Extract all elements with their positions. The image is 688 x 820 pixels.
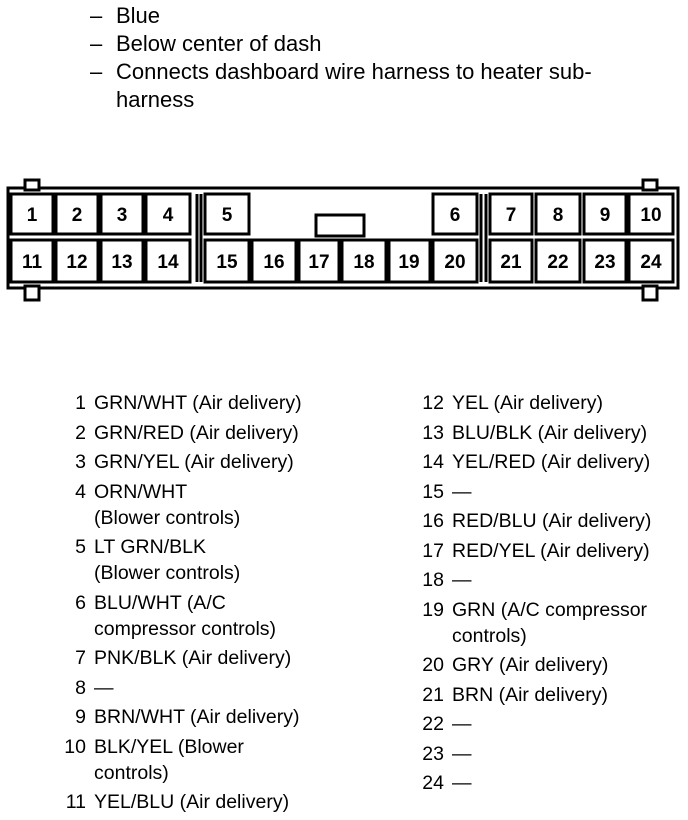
legend-description: BRN/WHT (Air delivery): [94, 706, 300, 728]
legend-pin-number: 6: [75, 591, 86, 614]
legend-item: [50, 645, 334, 671]
legend-description: —: [452, 480, 472, 503]
legend-pin-number: 10: [64, 735, 86, 758]
legend-description: GRN/WHT (Air delivery): [94, 392, 302, 414]
legend-item: [410, 567, 688, 593]
legend-pin-number: 19: [422, 598, 444, 621]
legend-item: [410, 538, 688, 564]
pin-label: 24: [640, 252, 662, 273]
legend-pin-number: 23: [422, 742, 444, 765]
note-dash: –: [90, 59, 103, 84]
legend-pin-number: 4: [75, 480, 86, 503]
legend-item: [50, 420, 334, 446]
legend-pin-number: 14: [422, 451, 444, 473]
note-item: [90, 30, 676, 58]
keying-notch: [316, 215, 364, 236]
pin-label: 6: [449, 205, 461, 226]
legend-description: GRN/RED (Air delivery): [94, 421, 299, 444]
legend-item: [410, 597, 688, 649]
connector-diagram: [0, 170, 688, 310]
pin-label: 1: [26, 205, 38, 226]
legend-item: [410, 390, 688, 416]
pin-label: 15: [216, 252, 238, 273]
legend-description: —: [452, 772, 472, 794]
legend-item: [410, 652, 688, 678]
legend-description: ORN/WHT (Blower controls): [94, 480, 241, 529]
pin-label: 8: [552, 205, 564, 226]
legend-item: [410, 711, 688, 737]
legend-item: [410, 420, 688, 446]
legend-pin-number: 2: [75, 421, 86, 444]
legend-pin-number: 16: [422, 510, 444, 532]
legend-item: [50, 534, 334, 586]
legend-description: RED/YEL (Air delivery): [452, 539, 650, 562]
legend-description: —: [452, 713, 472, 735]
pin-label: 2: [71, 205, 83, 226]
legend-pin-number: 13: [422, 421, 444, 444]
pin-label: 5: [221, 205, 233, 226]
legend-pin-number: 22: [422, 713, 444, 735]
note-item: [90, 2, 676, 30]
legend-description: GRN (A/C compressor controls): [452, 598, 648, 647]
pin-legend-left: [50, 390, 334, 819]
note-dash: –: [90, 31, 103, 56]
legend-pin-number: 3: [75, 451, 86, 473]
legend-item: [50, 390, 334, 416]
pin-label: 23: [594, 252, 616, 273]
legend-pin-number: 9: [75, 706, 86, 728]
legend-pin-number: 11: [65, 791, 86, 813]
pin-label: 9: [599, 205, 611, 226]
legend-description: BLU/WHT (A/C compressor controls): [94, 591, 277, 640]
note-text: Below center of dash: [116, 31, 322, 56]
pin-label: 17: [308, 252, 330, 273]
legend-pin-number: 17: [422, 539, 444, 562]
legend-description: YEL (Air delivery): [452, 392, 603, 414]
pin-label: 10: [640, 205, 662, 226]
legend-item: [50, 675, 334, 701]
legend-item: [50, 704, 334, 730]
lock-tab-top-left: [25, 180, 39, 190]
legend-pin-number: 8: [75, 676, 86, 699]
connector-notes: [90, 2, 676, 114]
pin-label: 21: [500, 252, 522, 273]
pin-label: 11: [21, 252, 43, 273]
legend-pin-number: 15: [422, 480, 444, 503]
note-text: Connects dashboard wire harness to heater sub-harness: [116, 59, 592, 112]
pin-label: 19: [398, 252, 420, 273]
legend-pin-number: 18: [422, 569, 444, 591]
pin-label: 14: [157, 252, 179, 273]
legend-item: [50, 449, 334, 475]
lock-tab-top-right: [643, 180, 657, 190]
legend-item: [410, 449, 688, 475]
legend-item: [410, 682, 688, 708]
legend-item: [50, 789, 334, 815]
legend-description: —: [94, 676, 114, 699]
pin-label: 13: [111, 252, 133, 273]
note-dash: –: [90, 3, 103, 28]
pin-label: 20: [444, 252, 466, 273]
pin-label: 22: [547, 252, 569, 273]
lock-tab-bottom-left: [25, 286, 39, 300]
legend-item: [50, 734, 334, 786]
legend-item: [50, 479, 334, 531]
legend-item: [410, 770, 688, 796]
pin-label: 12: [66, 252, 88, 273]
legend-pin-number: 20: [422, 654, 444, 676]
legend-item: [410, 741, 688, 767]
legend-item: [50, 590, 334, 642]
legend-description: BLU/BLK (Air delivery): [452, 421, 648, 444]
legend-item: [410, 508, 688, 534]
pin-label: 18: [353, 252, 375, 273]
legend-description: —: [452, 569, 472, 591]
legend-item: [410, 479, 688, 505]
legend-description: YEL/BLU (Air delivery): [94, 791, 290, 813]
legend-description: PNK/BLK (Air delivery): [94, 647, 292, 669]
lock-tab-bottom-right: [643, 286, 657, 300]
pin-label: 4: [162, 205, 174, 226]
legend-pin-number: 21: [422, 683, 444, 706]
pin-label: 16: [263, 252, 285, 273]
pin-label: 7: [505, 205, 517, 226]
note-item: [90, 58, 676, 114]
note-text: Blue: [116, 3, 161, 28]
legend-pin-number: 5: [75, 536, 86, 558]
legend-description: BRN (Air delivery): [452, 683, 609, 706]
legend-description: —: [452, 742, 472, 765]
pin-legend-right: [410, 390, 688, 800]
legend-pin-number: 7: [75, 647, 86, 669]
legend-description: BLK/YEL (Blower controls): [94, 735, 244, 784]
pin-label: 3: [116, 205, 128, 226]
legend-description: RED/BLU (Air delivery): [452, 510, 652, 532]
legend-pin-number: 1: [75, 392, 86, 414]
legend-description: GRN/YEL (Air delivery): [94, 451, 294, 473]
legend-description: LT GRN/BLK (Blower controls): [94, 536, 241, 584]
legend-description: YEL/RED (Air delivery): [452, 451, 651, 473]
legend-pin-number: 24: [422, 772, 444, 794]
legend-description: GRY (Air delivery): [452, 654, 609, 676]
legend-pin-number: 12: [422, 392, 444, 414]
